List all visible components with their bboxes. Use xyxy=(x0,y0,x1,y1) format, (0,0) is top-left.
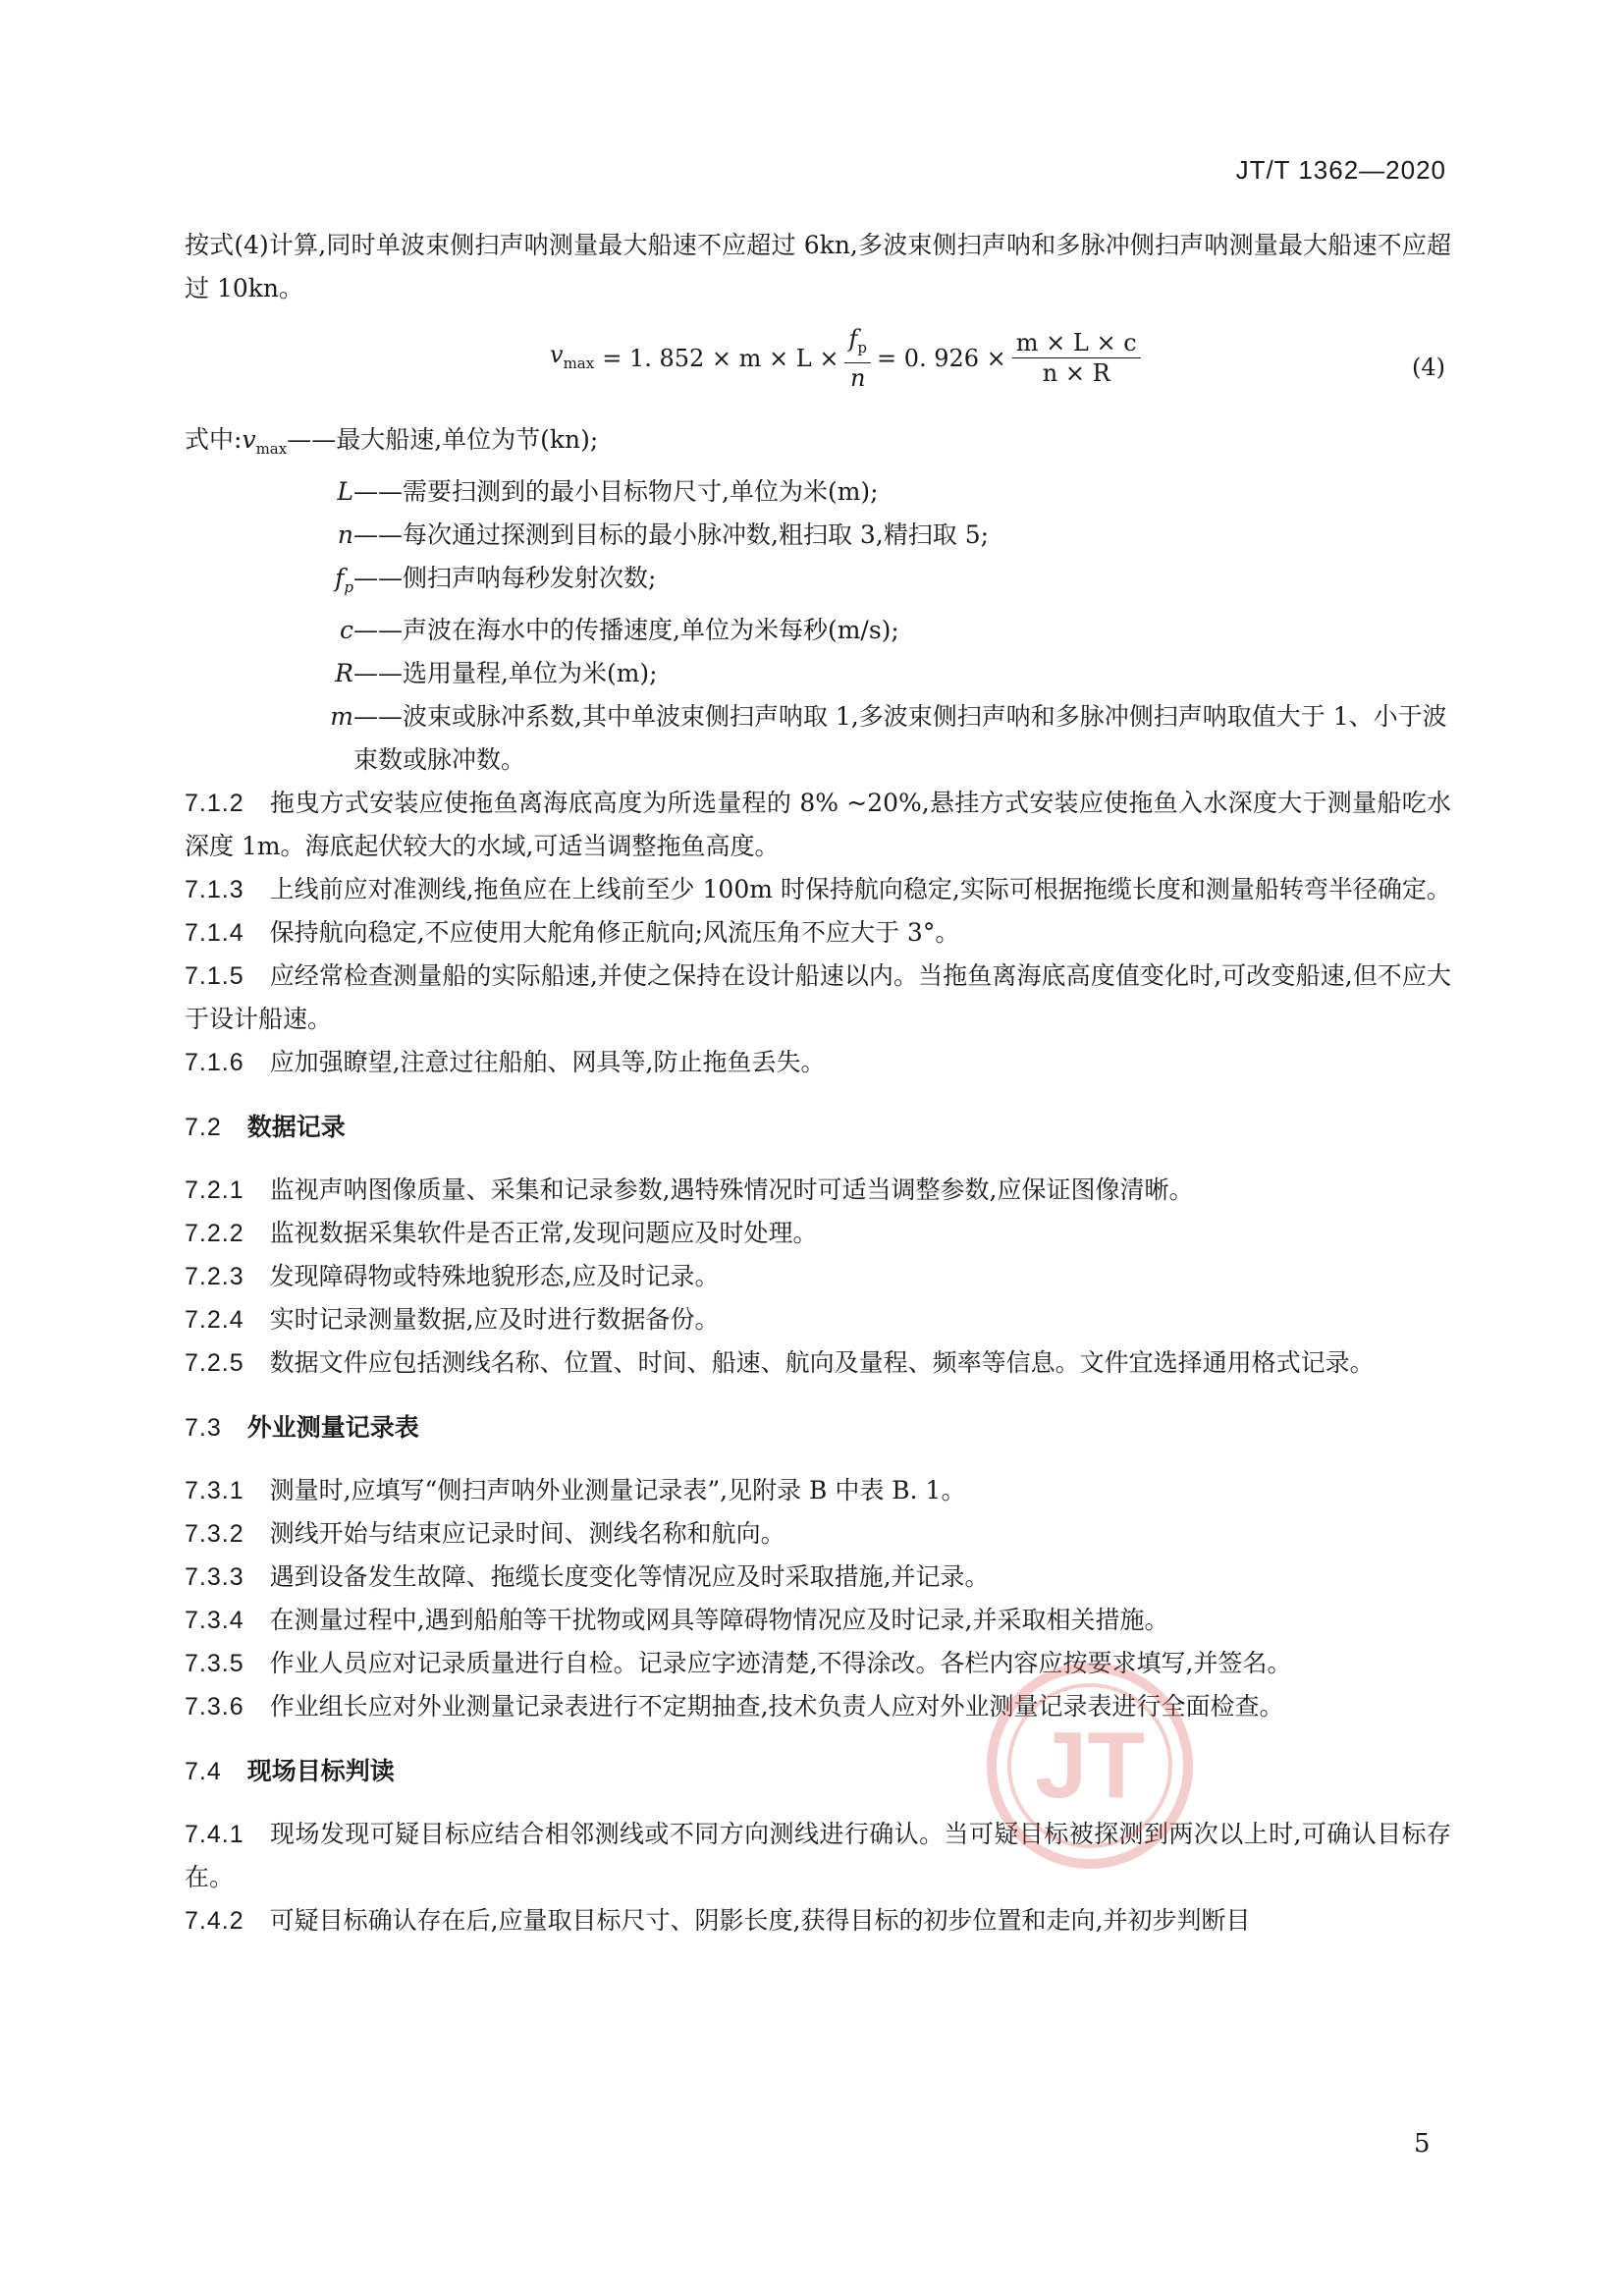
clause-7-2-3: 7.2.3 发现障碍物或特殊地貌形态,应及时记录。 xyxy=(185,1262,720,1290)
jt-seal-watermark-icon xyxy=(984,1660,1196,1872)
seal-text: JT xyxy=(1034,1713,1146,1818)
clause-7-2-4: 7.2.4 实时记录测量数据,应及时进行数据备份。 xyxy=(185,1305,720,1334)
clause-7-3-4: 7.3.4 在测量过程中,遇到船舶等干扰物或网具等障碍物情况应及时记录,并采取相关措施。 xyxy=(185,1606,1169,1634)
clause-7-2-2: 7.2.2 监视数据采集软件是否正常,发现问题应及时处理。 xyxy=(185,1219,818,1247)
definition-symbol: m xyxy=(330,702,353,731)
definition-symbol: $f_p$ xyxy=(335,564,353,596)
standard-number: JT/T 1362—2020 xyxy=(1235,155,1446,185)
section-heading-7-4: 7.4 现场目标判读 xyxy=(185,1758,395,1785)
section-heading-7-3: 7.3 外业测量记录表 xyxy=(185,1414,419,1442)
formula-number: (4) xyxy=(1412,354,1445,381)
definition-row xyxy=(185,652,1451,695)
definition-text: ——声波在海水中的传播速度,单位为米每秒(m/s); xyxy=(353,616,899,644)
definition-row xyxy=(185,695,1451,782)
definition-text: ——选用量程,单位为米(m); xyxy=(353,659,658,687)
definition-symbol: c xyxy=(339,616,353,644)
formula-part2: = 0. 926 × xyxy=(876,344,1006,372)
formula-lhs: $v_{max}$ xyxy=(550,340,595,372)
intro-paragraph: 按式(4)计算,同时单波束侧扫声呐测量最大船速不应超过 6kn,多波束侧扫声呐和多脉冲侧扫声呐测量最大船速不应超过 10kn。 xyxy=(185,231,1451,302)
definition-row xyxy=(185,418,1451,470)
clause-7-1-2: 7.1.2 拖曳方式安装应使拖鱼离海底高度为所选量程的 8% ~20%,悬挂方式安装应使拖鱼入水深度大于测量船吃水深度 1m。海底起伏较大的水域,可适当调整拖鱼高度。 xyxy=(185,789,1451,860)
clause-7-2-1: 7.2.1 监视声呐图像质量、采集和记录参数,遇特殊情况时可适当调整参数,应保证图像清晰。 xyxy=(185,1175,1194,1204)
definition-text: ——侧扫声呐每秒发射次数; xyxy=(353,564,657,592)
page-number: 5 xyxy=(1414,2129,1431,2159)
definition-text: ——需要扫测到的最小目标物尺寸,单位为米(m); xyxy=(353,477,879,506)
clause-7-1-6: 7.1.6 应加强瞭望,注意过往船舶、网具等,防止拖鱼丢失。 xyxy=(185,1048,826,1076)
definition-text: ——最大船速,单位为节(kn); xyxy=(287,425,599,454)
clause-7-4-2: 7.4.2 可疑目标确认存在后,应量取目标尺寸、阴影长度,获得目标的初步位置和走向,并初步判断目 xyxy=(185,1906,1251,1935)
document-body xyxy=(185,224,1451,1942)
definition-row xyxy=(185,557,1451,609)
formula-expression xyxy=(550,324,1147,393)
definition-text: ——每次通过探测到目标的最小脉冲数,粗扫取 3,精扫取 5; xyxy=(353,520,990,549)
clause-7-2-5: 7.2.5 数据文件应包括测线名称、位置、时间、船速、航向及量程、频率等信息。文件宜选择通用格式记录。 xyxy=(185,1348,1375,1377)
definition-text: ——波束或脉冲系数,其中单波束侧扫声呐取 1,多波束侧扫声呐和多脉冲侧扫声呐取值大于 1、小于波束数或脉冲数。 xyxy=(353,702,1447,774)
clause-7-1-4: 7.1.4 保持航向稳定,不应使用大舵角修正航向;风流压角不应大于 3°。 xyxy=(185,918,960,947)
section-heading-7-2: 7.2 数据记录 xyxy=(185,1114,346,1141)
definition-row xyxy=(185,470,1451,514)
definition-row xyxy=(185,514,1451,557)
formula-fraction-1: $\frac{f_p}{n}$ xyxy=(844,324,871,393)
clause-7-3-3: 7.3.3 遇到设备发生故障、拖缆长度变化等情况应及时采取措施,并记录。 xyxy=(185,1562,990,1591)
definition-row xyxy=(185,609,1451,652)
where-lead: 式中: xyxy=(185,425,243,454)
clause-7-3-1: 7.3.1 测量时,应填写“侧扫声呐外业测量记录表”,见附录 B 中表 B. 1。 xyxy=(185,1476,966,1504)
formula-fraction-2: $\frac{m \times L \times c}{n \times R}$ xyxy=(1012,328,1141,388)
clause-7-3-6: 7.3.6 作业组长应对外业测量记录表进行不定期抽查,技术负责人应对外业测量记录表进行全面检查。 xyxy=(185,1692,1284,1721)
symbol-definitions xyxy=(185,418,1451,782)
clause-7-3-2: 7.3.2 测线开始与结束应记录时间、测线名称和航向。 xyxy=(185,1519,785,1548)
definition-symbol: $v_{max}$ xyxy=(242,425,288,458)
clause-7-3-5: 7.3.5 作业人员应对记录质量进行自检。记录应字迹清楚,不得涂改。各栏内容应按要求填写,并签名。 xyxy=(185,1649,1292,1677)
formula-part1: = 1. 852 × m × L × xyxy=(602,344,839,372)
clause-7-1-5: 7.1.5 应经常检查测量船的实际船速,并使之保持在设计船速以内。当拖鱼离海底高度值变化时,可改变船速,但不应大于设计船速。 xyxy=(185,961,1451,1033)
definition-symbol: L xyxy=(337,477,353,506)
definition-symbol: R xyxy=(335,659,353,687)
formula-4 xyxy=(185,316,1451,414)
clause-7-4-1: 7.4.1 现场发现可疑目标应结合相邻测线或不同方向测线进行确认。当可疑目标被探测到两次以上时,可确认目标存在。 xyxy=(185,1820,1451,1891)
clause-7-1-3: 7.1.3 上线前应对准测线,拖鱼应在上线前至少 100m 时保持航向稳定,实际可根据拖缆长度和测量船转弯半径确定。 xyxy=(185,875,1451,903)
definition-symbol: n xyxy=(337,520,353,549)
